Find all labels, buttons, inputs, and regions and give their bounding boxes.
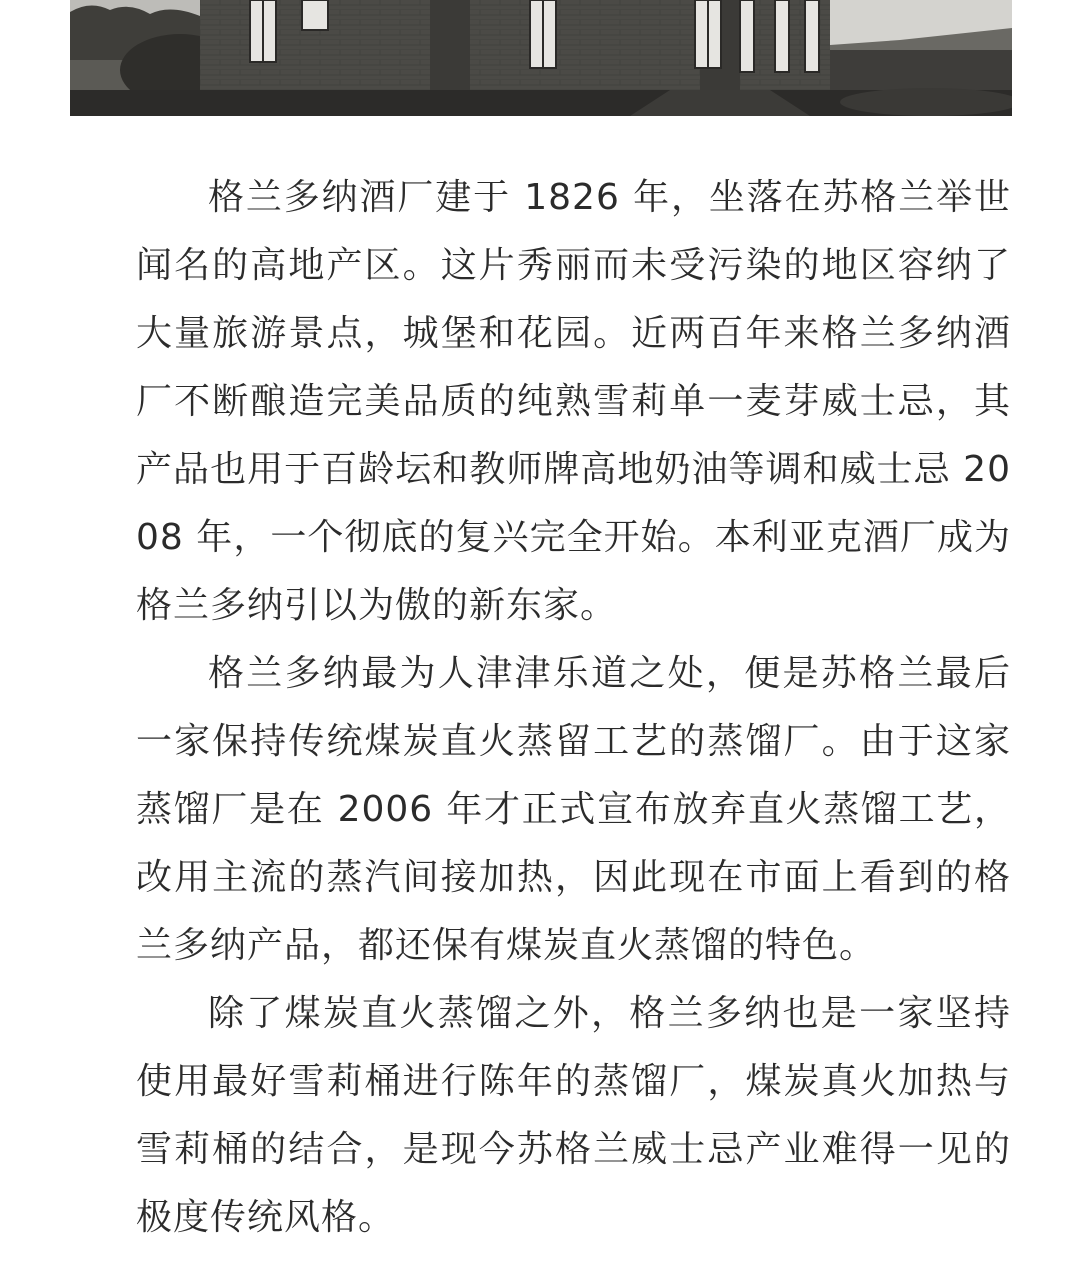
distillery-photo <box>70 0 1012 116</box>
article-body <box>136 164 1011 1252</box>
paragraph-direct-fire: 格兰多纳最为人津津乐道之处，便是苏格兰最后一家保持传统煤炭直火蒸留工艺的蒸馏厂。由于这家蒸馏厂是在 2006 年才正式宣布放弃直火蒸馏工艺，改用主流的蒸汽间接加热，因此现在市面上看到的格兰多纳产品，都还保有煤炭直火蒸馏的特色。 <box>136 653 1011 966</box>
distillery-building-photo <box>70 0 1012 116</box>
paragraph-sherry-cask: 除了煤炭直火蒸馏之外，格兰多纳也是一家坚持使用最好雪莉桶进行陈年的蒸馏厂，煤炭真火加热与雪莉桶的结合，是现今苏格兰威士忌产业难得一见的极度传统风格。 <box>136 993 1011 1238</box>
paragraph-history: 格兰多纳酒厂建于 1826 年，坐落在苏格兰举世闻名的高地产区。这片秀丽而未受污染的地区容纳了大量旅游景点，城堡和花园。近两百年来格兰多纳酒厂不断酿造完美品质的纯熟雪莉单一麦芽威士忌，其产品也用于百龄坛和教师牌高地奶油等调和威士忌 2008 年，一个彻底的复兴完全开始。本利亚克酒厂成为格兰多纳引以为傲的新东家。 <box>136 177 1011 626</box>
